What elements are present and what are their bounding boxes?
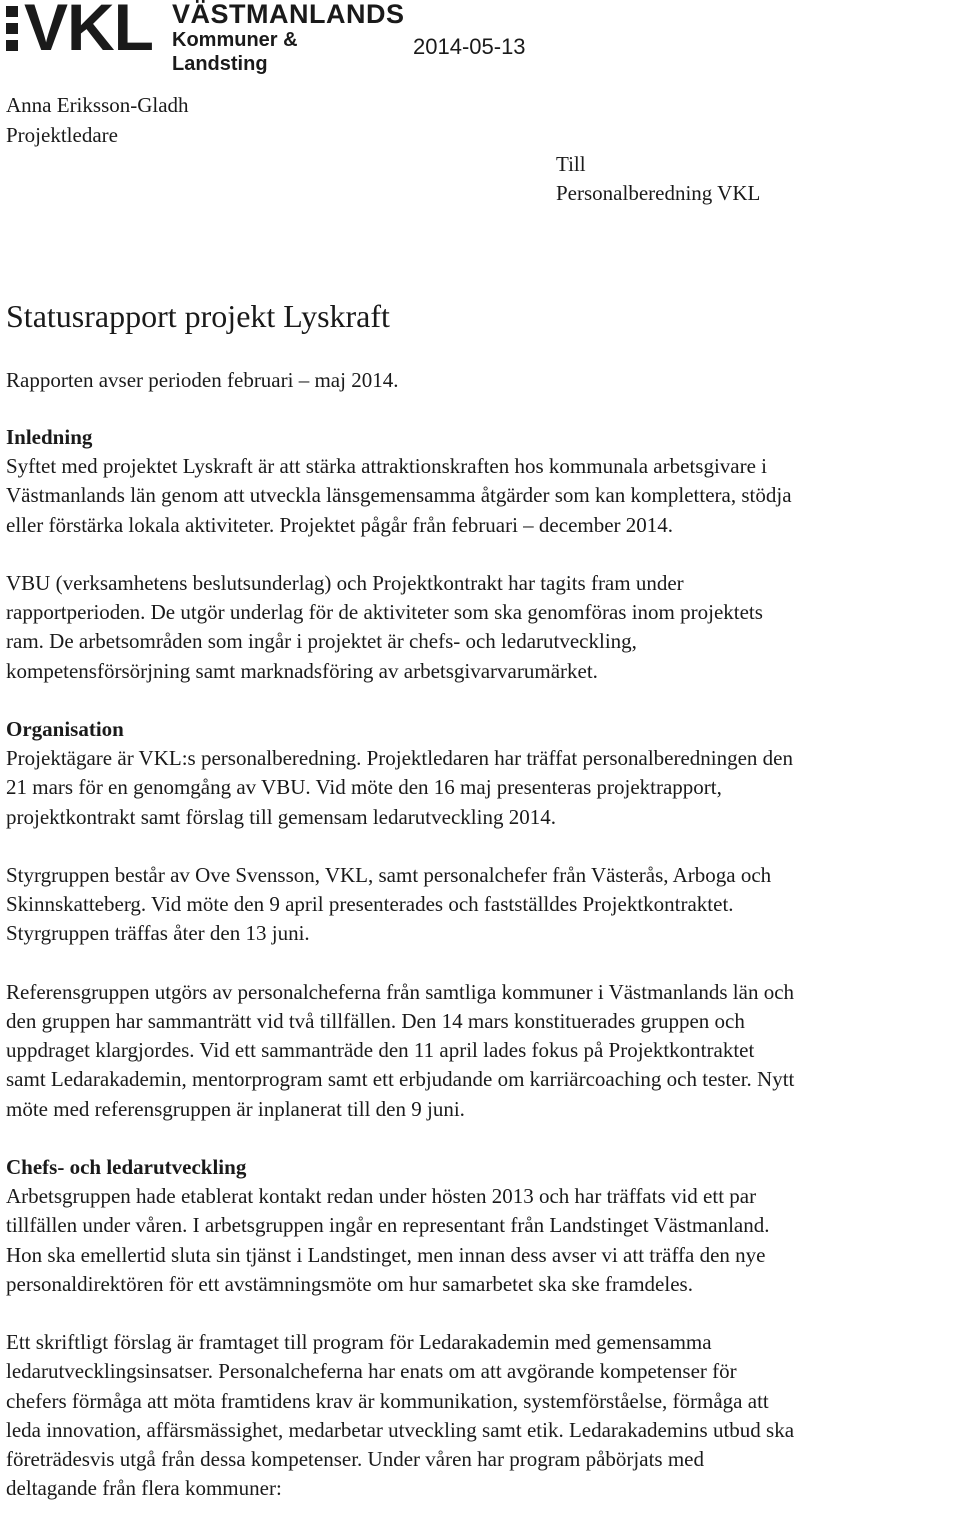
recipient-name: Personalberedning VKL — [556, 181, 761, 205]
page-title: Statusrapport projekt Lyskraft — [6, 298, 390, 334]
heading-organisation: Organisation — [6, 717, 124, 741]
document-date: 2014-05-13 — [413, 34, 526, 59]
logo-text: VKL — [24, 0, 153, 64]
report-period: Rapporten avser perioden februari – maj 2014. — [6, 368, 399, 392]
logo-mark-icon — [6, 6, 24, 52]
logo-line1: VÄSTMANLANDS — [172, 0, 405, 29]
heading-inledning: Inledning — [6, 425, 93, 449]
paragraph: Ett skriftligt förslag är framtaget till program för Ledarakademin med gemensamma ledarutvecklingsinsatser. Personalcheferna har enats om att avgörande kompetenser för chefers förmåga att möta framtidens krav är kommunikation, systemförståelse, förmåga att leda innovation, affärsmässighet, medarbetar utveckling samt etik. Ledarakademins utbud ska företrädesvis utgå från dessa kompetenser. Under våren har program påbörjats med deltagande från flera kommuner: — [6, 1330, 795, 1501]
paragraph: Arbetsgruppen hade etablerat kontakt redan under hösten 2013 och har träffats vid ett par tillfällen under våren. I arbetsgruppen ingår en representant från Landstinget Västmanland. Hon ska emellertid sluta sin tjänst i Landstinget, men innan dess avser vi att träffa den nye personaldirektören för ett avstämningsmöte om hur samarbetet ska ske framdeles. — [6, 1184, 770, 1296]
section-inledning — [6, 423, 956, 715]
recipient-label: Till — [556, 152, 586, 176]
vkl-logo — [6, 0, 405, 75]
section-organisation — [6, 715, 956, 1153]
paragraph: VBU (verksamhetens beslutsunderlag) och Projektkontrakt har tagits fram under rapportperioden. De utgör underlag för de aktiviteter som ska genomföras inom projektets ram. De arbetsområden som ingår i projektet är chefs- och ledarutveckling, kompetensförsörjning samt marknadsföring av arbetsgivarvarumärket. — [6, 571, 763, 683]
sender-role: Projektledare — [6, 123, 118, 147]
logo-line2: Kommuner & Landsting — [172, 29, 298, 75]
paragraph: Projektägare är VKL:s personalberedning. Projektledaren har träffat personalberedningen den 21 mars för en genomgång av VBU. Vid möte den 16 maj presenteras projektrapport, projektkontrakt samt förslag till gemensam ledarutveckling 2014. — [6, 746, 794, 829]
paragraph: Syftet med projektet Lyskraft är att stärka attraktionskraften hos kommunala arbetsgivare i Västmanlands län genom att utveckla länsgemensamma åtgärder som kan komplettera, stödja eller förstärka lokala aktiviteter. Projektet pågår från februari – december 2014. — [6, 454, 792, 537]
sender-name: Anna Eriksson-Gladh — [6, 93, 189, 117]
paragraph: Referensgruppen utgörs av personalcheferna från samtliga kommuner i Västmanlands län och den gruppen har sammanträtt vid två tillfällen. Den 14 mars konstituerades gruppen och uppdraget klargjordes. Vid ett sammanträde den 11 april lades fokus på Projektkontraktet samt Ledarakademin, mentorprogram samt ett erbjudande om karriärcoaching och tester. Nytt möte med referensgruppen är inplanerat till den 9 juni. — [6, 979, 795, 1121]
heading-chefs: Chefs- och ledarutveckling — [6, 1155, 247, 1179]
paragraph: Styrgruppen består av Ove Svensson, VKL, samt personalchefer från Västerås, Arboga och Skinnskatteberg. Vid möte den 9 april presenterades och fastställdes Projektkontraktet. Styrgruppen träffas åter den 13 juni. — [6, 863, 772, 946]
section-chefs — [6, 1153, 956, 1533]
